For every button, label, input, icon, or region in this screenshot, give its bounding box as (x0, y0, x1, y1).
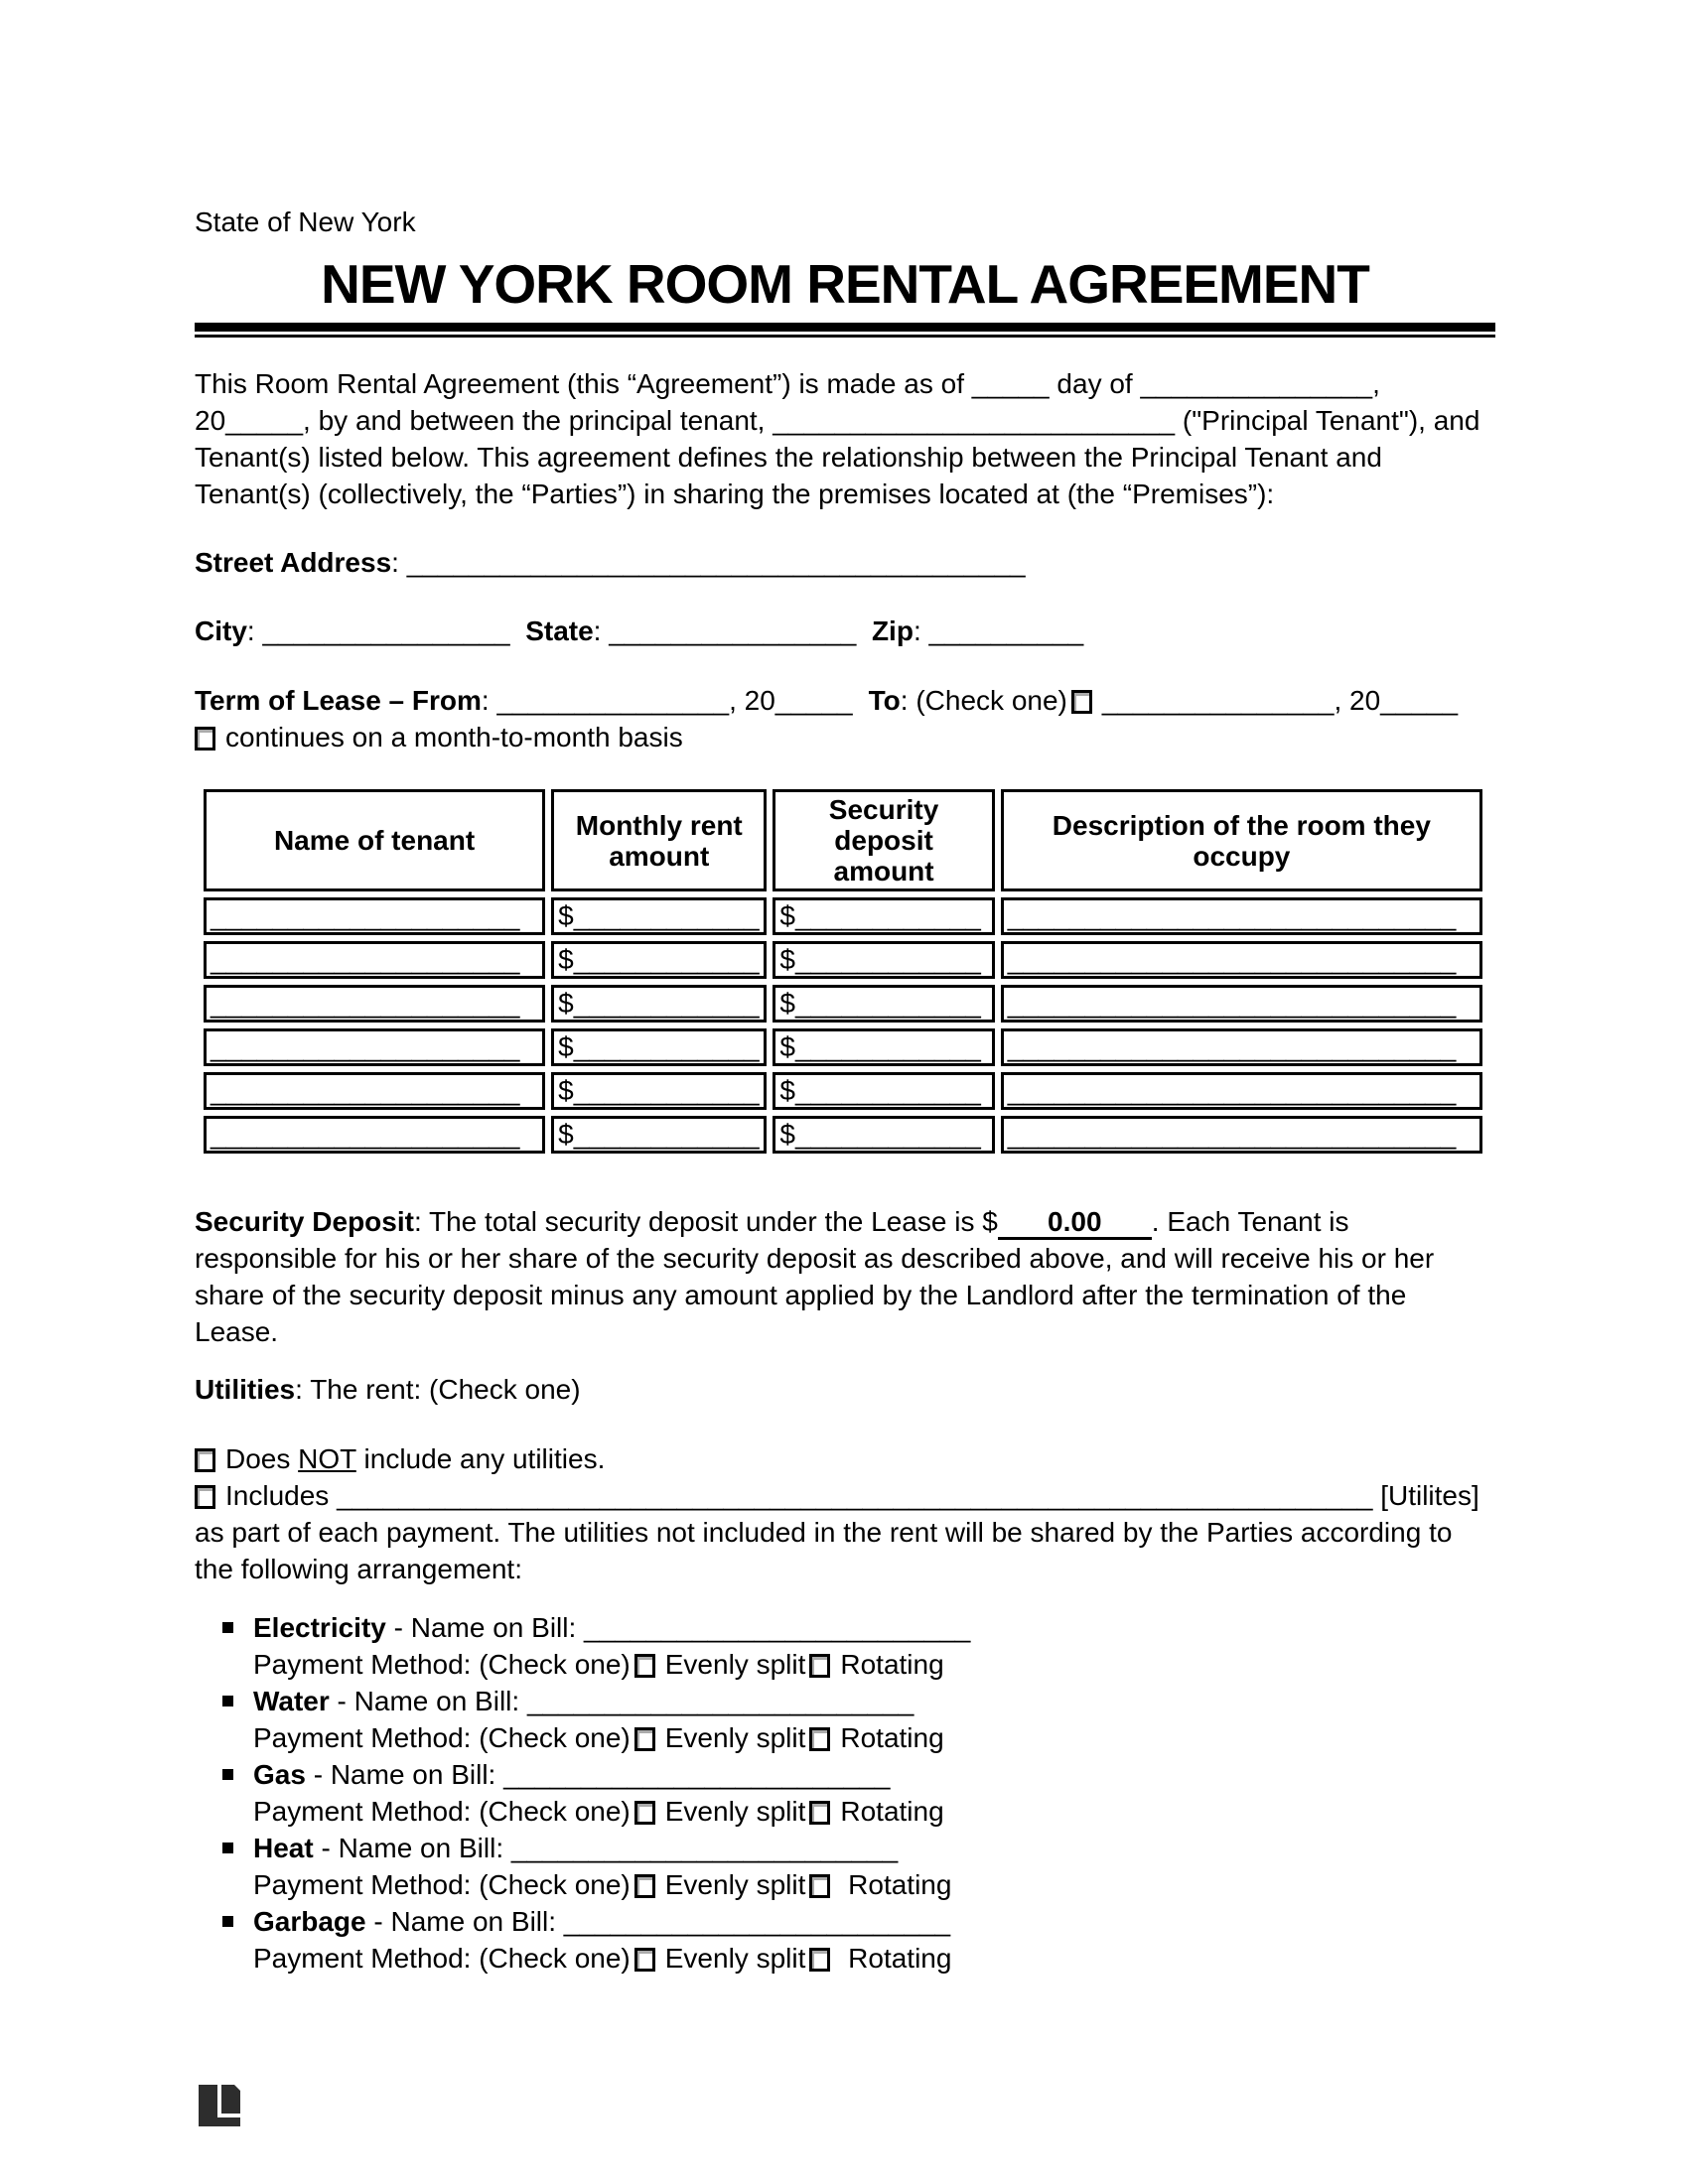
tenant-table (198, 783, 1488, 1160)
rent-blank: ____________ (573, 1075, 760, 1106)
deposit-cell (773, 941, 994, 979)
payment-method-label: Payment Method: (Check one) (253, 1943, 631, 1974)
water-payment-line (253, 1719, 1495, 1756)
utilities-placeholder-tag: [Utilites] (1380, 1480, 1479, 1511)
electricity-rotating-checkbox[interactable] (809, 1654, 830, 1678)
electricity-evenly-split-checkbox[interactable] (634, 1654, 655, 1678)
evenly-split-label: Evenly split (664, 1722, 806, 1753)
tenant-name-blank: ____________________ (211, 988, 520, 1019)
security-deposit-label: Security Deposit (195, 1206, 414, 1237)
room-desc-blank: _____________________________ (1007, 1075, 1457, 1106)
term-text: , 20 (1334, 685, 1381, 716)
utilities-text: : The rent: (Check one) (295, 1374, 581, 1405)
utility-name: Gas (253, 1759, 306, 1790)
table-row (204, 1028, 1482, 1066)
room-desc-blank: _____________________________ (1007, 900, 1457, 931)
utilities-heading (195, 1371, 1495, 1408)
colon: : (900, 685, 916, 716)
payment-method-label: Payment Method: (Check one) (253, 1649, 631, 1680)
rotating-label: Rotating (848, 1869, 952, 1900)
security-deposit-amount: 0.00 (998, 1207, 1152, 1240)
name-on-bill-blank: _________________________ (584, 1612, 971, 1643)
rent-blank: ____________ (573, 1119, 760, 1150)
city-label: City (195, 615, 247, 646)
term-from-year-blank: _____ (774, 685, 853, 716)
intro-text: , (1372, 368, 1380, 399)
utility-name: Garbage (253, 1906, 366, 1937)
option-text-not: NOT (298, 1443, 356, 1474)
table-row (204, 1072, 1482, 1110)
list-item-gas (195, 1756, 1495, 1830)
tenant-name-blank: ____________________ (211, 1075, 520, 1106)
intro-text: , by and between the principal tenant, (303, 405, 766, 436)
city-state-zip-line (195, 613, 1495, 649)
evenly-split-label: Evenly split (664, 1796, 806, 1827)
security-line-4: Lease. (195, 1316, 279, 1347)
header-room-description: Description of the room they occupy (1001, 789, 1482, 891)
dollar-sign: $ (779, 944, 795, 975)
evenly-split-label: Evenly split (664, 1649, 806, 1680)
bullet-icon (222, 1843, 233, 1853)
room-desc-cell (1001, 1072, 1482, 1110)
intro-text: 20 (195, 405, 226, 436)
security-line-2: responsible for his or her share of the security deposit as described above, and will receive his or her (195, 1243, 1435, 1274)
dollar-sign: $ (558, 900, 574, 931)
header-monthly-rent: Monthly rent amount (551, 789, 767, 891)
title-rule-thick-line (195, 323, 1495, 332)
intro-line-2 (195, 402, 1495, 439)
utilities-label: Utilities (195, 1374, 296, 1405)
garbage-name-line (253, 1903, 1495, 1940)
room-desc-cell (1001, 897, 1482, 935)
water-evenly-split-checkbox[interactable] (634, 1727, 655, 1751)
utility-name: Heat (253, 1833, 314, 1863)
tenant-name-cell (204, 1028, 545, 1066)
water-rotating-checkbox[interactable] (809, 1727, 830, 1751)
name-on-bill-blank: _________________________ (503, 1759, 891, 1790)
tenant-name-blank: ____________________ (211, 944, 520, 975)
intro-text: day of (1056, 368, 1133, 399)
evenly-split-label: Evenly split (664, 1869, 806, 1900)
intro-paragraph (195, 365, 1495, 512)
city-blank: ________________ (262, 615, 510, 646)
payment-method-label: Payment Method: (Check one) (253, 1869, 631, 1900)
deposit-blank: ____________ (794, 1031, 981, 1062)
bullet-icon (222, 1696, 233, 1706)
payment-method-label: Payment Method: (Check one) (253, 1796, 631, 1827)
rent-cell (551, 1072, 767, 1110)
deposit-blank: ____________ (794, 1119, 981, 1150)
tenant-name-blank: ____________________ (211, 900, 520, 931)
room-desc-cell (1001, 1028, 1482, 1066)
dollar-sign: $ (779, 1075, 795, 1106)
list-item-water (195, 1683, 1495, 1756)
heat-rotating-checkbox[interactable] (809, 1874, 830, 1898)
term-of-lease-line (195, 682, 1495, 719)
day-blank: _____ (971, 368, 1050, 399)
list-item-garbage (195, 1903, 1495, 1977)
room-desc-cell (1001, 1116, 1482, 1154)
term-of-lease-section (195, 682, 1495, 755)
dollar-sign: $ (558, 1119, 574, 1150)
tenant-name-cell (204, 985, 545, 1023)
deposit-blank: ____________ (794, 1075, 981, 1106)
water-name-line (253, 1683, 1495, 1719)
name-on-bill-blank: _________________________ (510, 1833, 899, 1863)
gas-rotating-checkbox[interactable] (809, 1801, 830, 1825)
intro-line-1 (195, 365, 1495, 402)
term-to-label: To (868, 685, 901, 716)
option-text: include any utilities. (363, 1443, 606, 1474)
utility-name: Electricity (253, 1612, 386, 1643)
rotating-label: Rotating (840, 1649, 944, 1680)
term-from-blank: _______________ (496, 685, 730, 716)
gas-name-line (253, 1756, 1495, 1793)
option-text: Includes (225, 1480, 330, 1511)
colon: : (481, 685, 497, 716)
dollar-sign: $ (558, 1075, 574, 1106)
deposit-cell (773, 1072, 994, 1110)
room-desc-cell (1001, 941, 1482, 979)
electricity-name-line (253, 1609, 1495, 1646)
garbage-evenly-split-checkbox[interactable] (634, 1948, 655, 1972)
option-text: Does (225, 1443, 291, 1474)
electricity-payment-line (253, 1646, 1495, 1683)
month-to-month-line (195, 719, 1495, 755)
room-desc-blank: _____________________________ (1007, 1031, 1457, 1062)
utilities-includes-checkbox[interactable] (195, 1485, 215, 1509)
rent-blank: ____________ (573, 944, 760, 975)
utility-name: Water (253, 1686, 330, 1716)
utilities-arrangement-list (195, 1609, 1495, 1977)
bullet-icon (222, 1916, 233, 1927)
room-desc-blank: _____________________________ (1007, 988, 1457, 1019)
intro-line-4: Tenant(s) (collectively, the “Parties”) in sharing the premises located at (the “Premises”): (195, 478, 1275, 509)
room-desc-blank: _____________________________ (1007, 1119, 1457, 1150)
tenant-name-cell (204, 1072, 545, 1110)
principal-tenant-blank: __________________________ (773, 405, 1176, 436)
bullet-icon (222, 1769, 233, 1780)
dollar-sign: $ (779, 988, 795, 1019)
tenant-name-blank: ____________________ (211, 1119, 520, 1150)
title-rule-thin-line (195, 335, 1495, 338)
rent-cell (551, 1116, 767, 1154)
term-label: Term of Lease – From (195, 685, 482, 716)
deposit-blank: ____________ (794, 900, 981, 931)
heat-payment-line (253, 1866, 1495, 1903)
rent-cell (551, 897, 767, 935)
state-label: State (525, 615, 594, 646)
page-title: NEW YORK ROOM RENTAL AGREEMENT (321, 253, 1369, 315)
bullet-icon (222, 1622, 233, 1633)
list-item-heat (195, 1830, 1495, 1903)
street-address-line (195, 544, 1495, 581)
intro-text: This Room Rental Agreement (this “Agreement”) is made as of (195, 368, 964, 399)
state-blank: ________________ (609, 615, 857, 646)
term-text: , 20 (729, 685, 775, 716)
payment-method-label: Payment Method: (Check one) (253, 1722, 631, 1753)
table-row (204, 985, 1482, 1023)
utilities-continuation-2: the following arrangement: (195, 1554, 522, 1584)
deposit-blank: ____________ (794, 944, 981, 975)
dollar-sign: $ (779, 1119, 795, 1150)
tenant-name-blank: ____________________ (211, 1031, 520, 1062)
dollar-sign: $ (779, 1031, 795, 1062)
table-row (204, 897, 1482, 935)
tenant-name-cell (204, 941, 545, 979)
street-address-label: Street Address (195, 547, 392, 578)
month-blank: _______________ (1140, 368, 1373, 399)
room-desc-cell (1001, 985, 1482, 1023)
garbage-payment-line (253, 1940, 1495, 1977)
term-to-year-blank: _____ (1380, 685, 1459, 716)
title-rule (195, 323, 1495, 338)
deposit-cell (773, 985, 994, 1023)
heat-evenly-split-checkbox[interactable] (634, 1874, 655, 1898)
name-on-bill-blank: _________________________ (563, 1906, 951, 1937)
table-row (204, 1116, 1482, 1154)
deposit-blank: ____________ (794, 988, 981, 1019)
month-to-month-label: continues on a month-to-month basis (225, 722, 683, 752)
header-name-of-tenant: Name of tenant (204, 789, 545, 891)
zip-blank: __________ (928, 615, 1084, 646)
state-label: State of New York (195, 206, 416, 237)
name-on-bill-label: - Name on Bill: (373, 1906, 557, 1937)
rent-blank: ____________ (573, 1031, 760, 1062)
dollar-sign: $ (779, 900, 795, 931)
utilities-option-not-included (195, 1440, 1495, 1477)
garbage-rotating-checkbox[interactable] (809, 1948, 830, 1972)
name-on-bill-label: - Name on Bill: (321, 1833, 504, 1863)
rent-cell (551, 1028, 767, 1066)
rotating-label: Rotating (840, 1722, 944, 1753)
year-blank: _____ (225, 405, 304, 436)
gas-evenly-split-checkbox[interactable] (634, 1801, 655, 1825)
term-to-blank: _______________ (1101, 685, 1335, 716)
month-to-month-checkbox[interactable] (195, 727, 215, 751)
document-content (195, 204, 1495, 2126)
name-on-bill-label: - Name on Bill: (313, 1759, 496, 1790)
rotating-label: Rotating (848, 1943, 952, 1974)
utilities-option-includes (195, 1477, 1495, 1514)
legaltemplates-logo-icon (199, 2085, 240, 2126)
colon: : (391, 547, 407, 578)
security-text: . Each Tenant is (1151, 1206, 1349, 1237)
room-desc-blank: _____________________________ (1007, 944, 1457, 975)
tenant-table-header-row (204, 789, 1482, 891)
name-on-bill-blank: _________________________ (526, 1686, 914, 1716)
rent-blank: ____________ (573, 900, 760, 931)
zip-label: Zip (871, 615, 914, 646)
dollar-sign: $ (558, 1031, 574, 1062)
utilities-not-included-checkbox[interactable] (195, 1448, 215, 1472)
name-on-bill-label: - Name on Bill: (337, 1686, 520, 1716)
deposit-cell (773, 1116, 994, 1154)
security-text: : The total security deposit under the Lease is $ (413, 1206, 998, 1237)
intro-text: ("Principal Tenant"), and (1182, 405, 1480, 436)
dollar-sign: $ (558, 988, 574, 1019)
rotating-label: Rotating (840, 1796, 944, 1827)
colon: : (913, 615, 929, 646)
check-one-text: (Check one) (915, 685, 1067, 716)
deposit-cell (773, 897, 994, 935)
dollar-sign: $ (558, 944, 574, 975)
term-end-date-checkbox[interactable] (1071, 690, 1092, 714)
evenly-split-label: Evenly split (664, 1943, 806, 1974)
intro-line-3: Tenant(s) listed below. This agreement defines the relationship between the Principal Tenant and (195, 442, 1382, 473)
security-line-1 (195, 1203, 1495, 1240)
utilities-includes-blank: ___________________________________________________________________ (337, 1480, 1373, 1511)
utilities-continuation-1: as part of each payment. The utilities not included in the rent will be shared by the Parties according to (195, 1517, 1453, 1548)
rent-cell (551, 941, 767, 979)
rent-cell (551, 985, 767, 1023)
tenant-name-cell (204, 897, 545, 935)
colon: : (246, 615, 263, 646)
header-security-deposit: Security deposit amount (773, 789, 994, 891)
list-item-electricity (195, 1609, 1495, 1683)
tenant-name-cell (204, 1116, 545, 1154)
legaltemplates-logo (199, 2085, 240, 2126)
table-row (204, 941, 1482, 979)
name-on-bill-label: - Name on Bill: (393, 1612, 577, 1643)
colon: : (593, 615, 610, 646)
heat-name-line (253, 1830, 1495, 1866)
rent-blank: ____________ (573, 988, 760, 1019)
security-line-3: share of the security deposit minus any amount applied by the Landlord after the termination of the (195, 1280, 1407, 1310)
security-deposit-paragraph (195, 1203, 1495, 1350)
street-address-blank: ________________________________________ (406, 547, 1026, 578)
deposit-cell (773, 1028, 994, 1066)
gas-payment-line (253, 1793, 1495, 1830)
